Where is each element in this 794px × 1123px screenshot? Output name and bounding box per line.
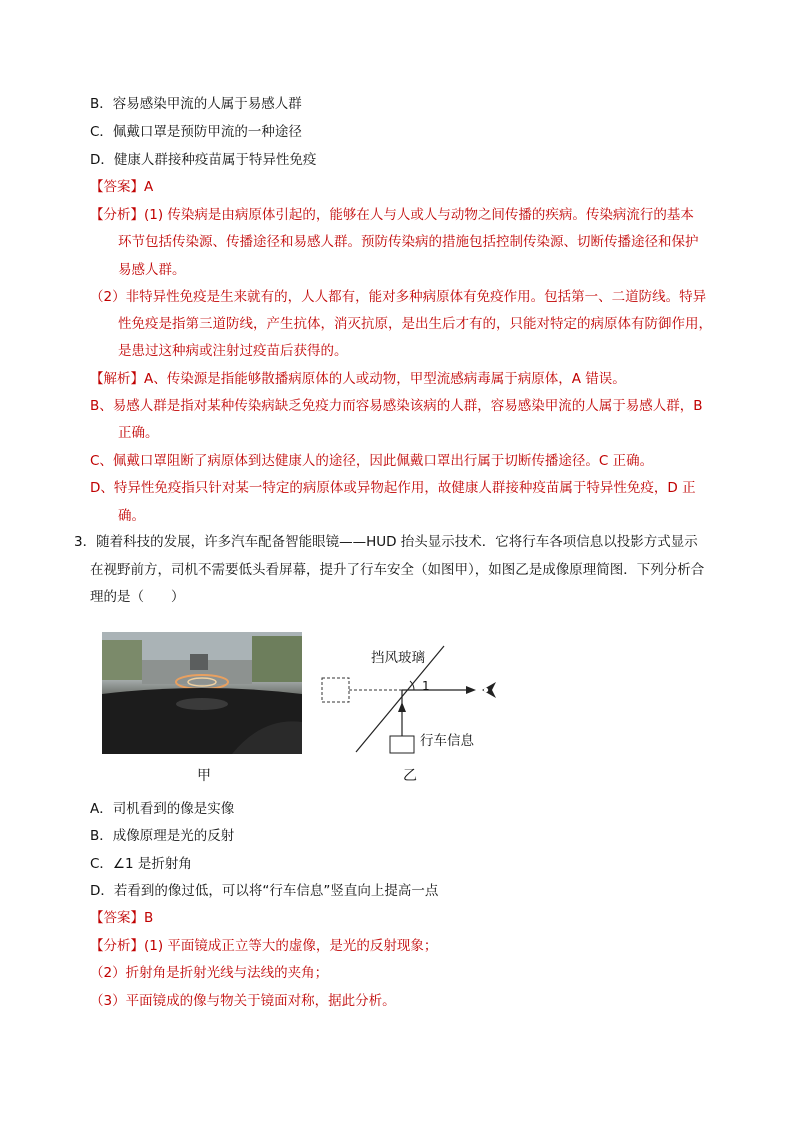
driving-info-box bbox=[390, 736, 414, 753]
answer-value: A bbox=[144, 179, 154, 195]
q3-option-c: C．∠1 是折射角 bbox=[90, 856, 192, 872]
q3-analysis-line-2: （2）折射角是折射光线与法线的夹角； bbox=[90, 965, 329, 981]
q3-option-d: D．若看到的像过低，可以将“行车信息”竖直向上提高一点 bbox=[90, 883, 439, 899]
windshield-label: 挡风玻璃 bbox=[371, 650, 425, 666]
explain-line-3: 正确。 bbox=[118, 425, 159, 441]
hud-photo-drawing bbox=[102, 632, 302, 754]
answer-tag: 【答案】 bbox=[90, 179, 144, 195]
explain-line-5: D、特异性免疫指只针对某一特定的病原体或异物起作用，故健康人群接种疫苗属于特异性免疫，D 正 bbox=[90, 480, 696, 496]
q3-analysis-line-1 bbox=[90, 936, 437, 956]
option-d-prev: D．健康人群接种疫苗属于特异性免疫 bbox=[90, 152, 317, 168]
analysis-line-3: 易感人群。 bbox=[118, 262, 186, 278]
analysis-line-1 bbox=[90, 205, 694, 225]
option-b-prev: B．容易感染甲流的人属于易感人群 bbox=[90, 96, 302, 112]
figure-yi-caption: 乙 bbox=[403, 768, 417, 784]
analysis-line-6: 是患过这种病或注射过疫苗后获得的。 bbox=[118, 343, 348, 359]
driving-info-label: 行车信息 bbox=[420, 733, 474, 749]
reflected-ray-arrow bbox=[466, 686, 476, 694]
explain-line-1 bbox=[90, 369, 626, 389]
q3-stem-line-1: 3．随着科技的发展，许多汽车配备智能眼镜——HUD 抬头显示技术．它将行车各项信息以投影方式显示 bbox=[74, 534, 698, 550]
analysis-text: (1) 传染病是由病原体引起的，能够在人与人或人与动物之间传播的疾病。传染病流行的基本 bbox=[144, 207, 694, 223]
angle-1-label: 1 bbox=[422, 679, 430, 693]
explain-text: A、传染源是指能够散播病原体的人或动物，甲型流感病毒属于病原体，A 错误。 bbox=[144, 371, 626, 387]
q3-answer-line bbox=[90, 908, 153, 928]
answer-line-prev bbox=[90, 177, 153, 197]
q3-analysis-line-3: （3）平面镜成的像与物关于镜面对称，据此分析。 bbox=[90, 993, 396, 1009]
hud-photo bbox=[102, 632, 302, 754]
q3-stem-line-2: 在视野前方，司机不需要低头看屏幕，提升了行车安全（如图甲），如图乙是成像原理简图．下列分析合 bbox=[90, 562, 705, 578]
q3-answer-value: B bbox=[144, 910, 154, 926]
q3-stem-line-3: 理的是（ ） bbox=[90, 589, 185, 605]
q3-option-b: B．成像原理是光的反射 bbox=[90, 828, 235, 844]
q3-option-a: A．司机看到的像是实像 bbox=[90, 801, 235, 817]
option-c-prev: C．佩戴口罩是预防甲流的一种途径 bbox=[90, 124, 302, 140]
explain-tag: 【解析】 bbox=[90, 371, 144, 387]
analysis-line-5: 性免疫是指第三道防线，产生抗体，消灭抗原，是出生后才有的，只能对特定的病原体有防御作用， bbox=[118, 316, 712, 332]
virtual-image-box bbox=[322, 678, 349, 702]
incident-ray-arrow bbox=[398, 702, 406, 712]
eye-icon bbox=[482, 682, 496, 698]
figure-jia-caption: 甲 bbox=[197, 768, 211, 784]
q3-analysis-tag: 【分析】 bbox=[90, 938, 144, 954]
q3-answer-tag: 【答案】 bbox=[90, 910, 144, 926]
explain-line-6: 确。 bbox=[118, 508, 145, 524]
analysis-line-4: （2）非特异性免疫是生来就有的，人人都有，能对多种病原体有免疫作用。包括第一、二道防线。特异 bbox=[90, 289, 707, 305]
explain-line-4: C、佩戴口罩阻断了病原体到达健康人的途径，因此佩戴口罩出行属于切断传播途径。C 正确。 bbox=[90, 453, 654, 469]
q3-analysis-text: (1) 平面镜成正立等大的虚像，是光的反射现象； bbox=[144, 938, 438, 954]
explain-line-2: B、易感人群是指对某种传染病缺乏免疫力而容易感染该病的人群，容易感染甲流的人属于易感人群，B bbox=[90, 398, 703, 414]
analysis-tag: 【分析】 bbox=[90, 207, 144, 223]
analysis-line-2: 环节包括传染源、传播途径和易感人群。预防传染病的措施包括控制传染源、切断传播途径和保护 bbox=[118, 234, 699, 250]
